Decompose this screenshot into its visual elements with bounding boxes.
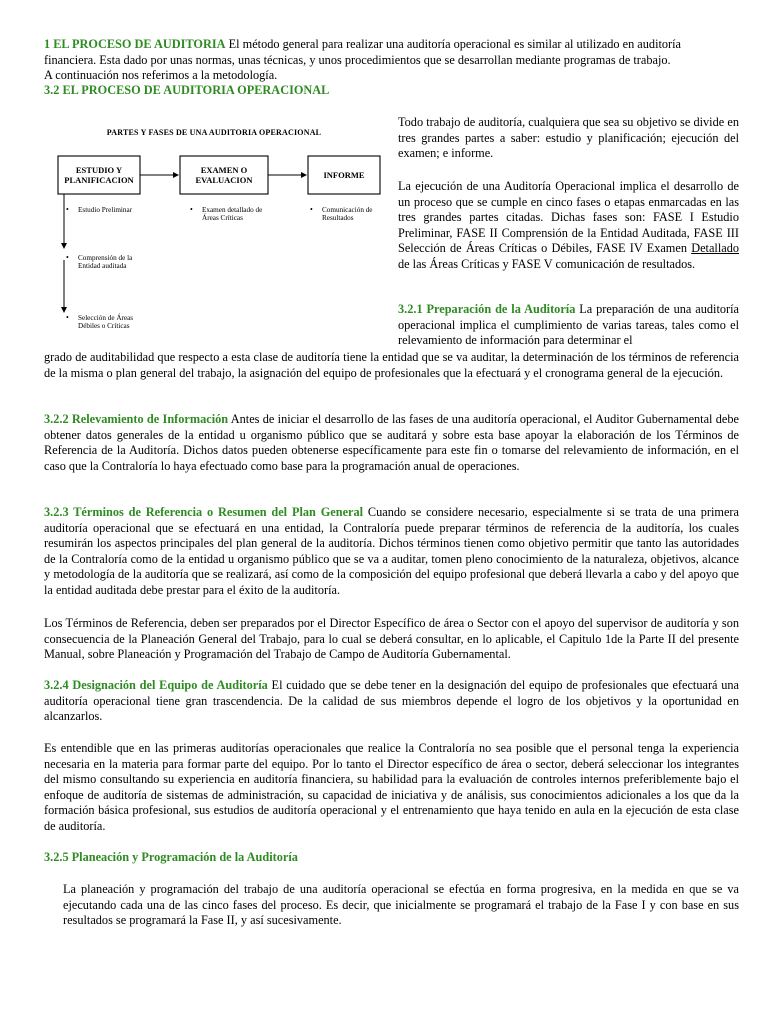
- bullet-comunicacion: • Comunicación de Resultados: [310, 205, 373, 223]
- intro-line-1: 1 EL PROCESO DE AUDITORIA El método general para realizar una auditoría operacional es similar al utilizado en auditoría: [44, 37, 682, 51]
- bullet-dot: •: [66, 253, 69, 262]
- intro-line-2: financiera. Esta dado por unas normas, unas técnicas, y unos procedimientos que se desarrollan mediante programas de trabajo.: [44, 52, 671, 67]
- section-3-2-3-heading: 3.2.3 Términos de Referencia o Resumen del Plan General: [44, 505, 364, 519]
- section-3-2-2: 3.2.2 Relevamiento de Información Antes de iniciar el desarrollo de las fases de una auditoría operacional, el Auditor Gubernamental debe obtener datos generales de la entidad u organismo público que se auditará y sobre esta base apoyar la elaboración de los Términos de Referencia de la Auditoría. Dichos datos pueden obtenerse específicamente para este fin o tomarse del relevamiento de información, en el caso que la Contraloría lo haya efectuado como base para la programación anual de operaciones.: [44, 412, 740, 473]
- box-examen: EXAMEN O EVALUACION: [195, 165, 253, 185]
- section-3-2-4: 3.2.4 Designación del Equipo de Auditoría El cuidado que se debe tener en la designación del equipo de profesionales que efectuará una auditoría operacional tiene gran trascendencia. De la calidad de sus miembros depende el logro de los objetivos y la oportunidad en alcanzarlos.: [44, 678, 740, 724]
- box-estudio: ESTUDIO Y PLANIFICACION: [64, 165, 134, 185]
- section-3-2-1-body: grado de auditabilidad que respecto a esta clase de auditoría tiene la entidad que se va auditar, la determinación de los términos de referencia de la misma o plan general del trabajo, la asignación del equipo de profesionales que la efectuará y el cronograma general de la ejecución.: [44, 350, 739, 380]
- right-paragraph-2: La ejecución de una Auditoría Operacional implica el desarrollo de un proceso que se cumple en cinco fases o etapas enmarcadas en las tres grandes partes citadas. Dichas fases son: FASE I Estudio Preliminar, FASE II Comprensión de la Entidad Auditada, FASE III Selección de Áreas Críticas o Débiles, FASE IV Examen Detallado de las Áreas Críticas y FASE V comunicación de resultados.: [398, 179, 739, 271]
- section-3-2-1-heading: 3.2.1 Preparación de la Auditoría: [398, 302, 576, 316]
- underlined-word: Detallado: [691, 241, 739, 256]
- section-3-2-1-intro: 3.2.1 Preparación de la Auditoría La preparación de una auditoría operacional implica el cumplimiento de varias tareas, tales como el relevamiento de información para determinar el: [398, 302, 739, 348]
- phases-diagram: [44, 120, 384, 350]
- section-3-2-4-heading: 3.2.4 Designación del Equipo de Auditoría: [44, 678, 268, 692]
- section-3-2-5-heading: 3.2.5 Planeación y Programación de la Auditoría: [44, 850, 298, 864]
- section-3-2-2-heading: 3.2.2 Relevamiento de Información: [44, 412, 229, 426]
- bullet-examen-detallado: • Examen detallado de Áreas Críticas: [190, 205, 263, 223]
- intro-paragraph: [44, 37, 734, 84]
- bullet-dot: •: [66, 313, 69, 322]
- bullet-comprension: • Comprensión de la Entidad auditada: [66, 253, 133, 271]
- section-3-2-3-paragraph-2: Los Términos de Referencia, deben ser preparados por el Director Específico de área o Sector con el apoyo del supervisor de auditoría y son consecuencia de la Planeación General del Trabajo, para lo cual se deberá consultar, en lo aplicable, el Capitulo 1de la Parte II del presente Manual, sobre Planeación y Programación del Trabajo de Campo de Auditoría Gubernamental.: [44, 616, 739, 662]
- diagram-title: PARTES Y FASES DE UNA AUDITORIA OPERACIONAL: [106, 128, 322, 137]
- bullet-dot: •: [190, 205, 193, 214]
- bullet-seleccion: • Selección de Áreas Débiles o Críticas: [66, 313, 134, 331]
- section-3-2-3: 3.2.3 Términos de Referencia o Resumen del Plan General Cuando se considere necesario, especialmente si se trata de una primera auditoría operacional que se efectuará en una entidad, la Contraloría puede preparar términos de referencia de la auditoría, los cuales resumirán los aspectos principales del plan general de la auditoría. Dichos términos tienen como objetivo permitir que tanto las autoridades de la Contraloría como de la entidad u organismo público que se va a auditar, tomen pleno conocimiento de la naturaleza, objetivos, alcance y metodología de la auditoría que se realizará, así como de la composición del equipo profesional que deberá llevarla a cabo y del apoyo que la entidad auditada debe prestar para el éxito de la auditoría.: [44, 505, 739, 597]
- section-3-2-heading: 3.2 EL PROCESO DE AUDITORIA OPERACIONAL: [44, 83, 330, 97]
- box-informe: INFORME: [323, 170, 365, 180]
- bullet-dot: •: [66, 205, 69, 214]
- section-3-2-5-body: La planeación y programación del trabajo de una auditoría operacional se efectúa en forma progresiva, en la medida en que se va ejecutando cada una de las cinco fases del proceso. Es decir, que inicialmente se programará el trabajo de la Fase I y con base en sus resultados se programará la Fase II, y así sucesivamente.: [63, 882, 739, 928]
- section-3-2-4-paragraph-2: Es entendible que en las primeras auditorías operacionales que realice la Contraloría no sea posible que el personal tenga la experiencia necesaria en la materia para formar parte del equipo. Por lo tanto el Director específico de área o sector, deberá seleccionar los integrantes del mismo consultando su experiencia en auditoría financiera, su habilidad para la evaluación de controles internos preferiblemente bajo el enfoque de auditoría de sistemas de administración, su capacidad de iniciativa y de análisis, sus conocimientos adicionales a los que da la formación básica profesional, sus estudios de auditoría operacional y el entrenamiento que haya tenido en aula en la ejecución de esta clase de auditoría.: [44, 741, 739, 833]
- bullet-dot: •: [310, 205, 313, 214]
- intro-line-3: A continuación nos referimos a la metodología.: [44, 68, 278, 83]
- intro-heading: 1 EL PROCESO DE AUDITORIA: [44, 37, 226, 51]
- bullet-estudio-preliminar: • Estudio Preliminar: [66, 205, 133, 214]
- right-paragraph-1: Todo trabajo de auditoría, cualquiera que sea su objetivo se divide en tres grandes partes a saber: estudio y planificación; ejecución del examen; e informe.: [398, 115, 739, 161]
